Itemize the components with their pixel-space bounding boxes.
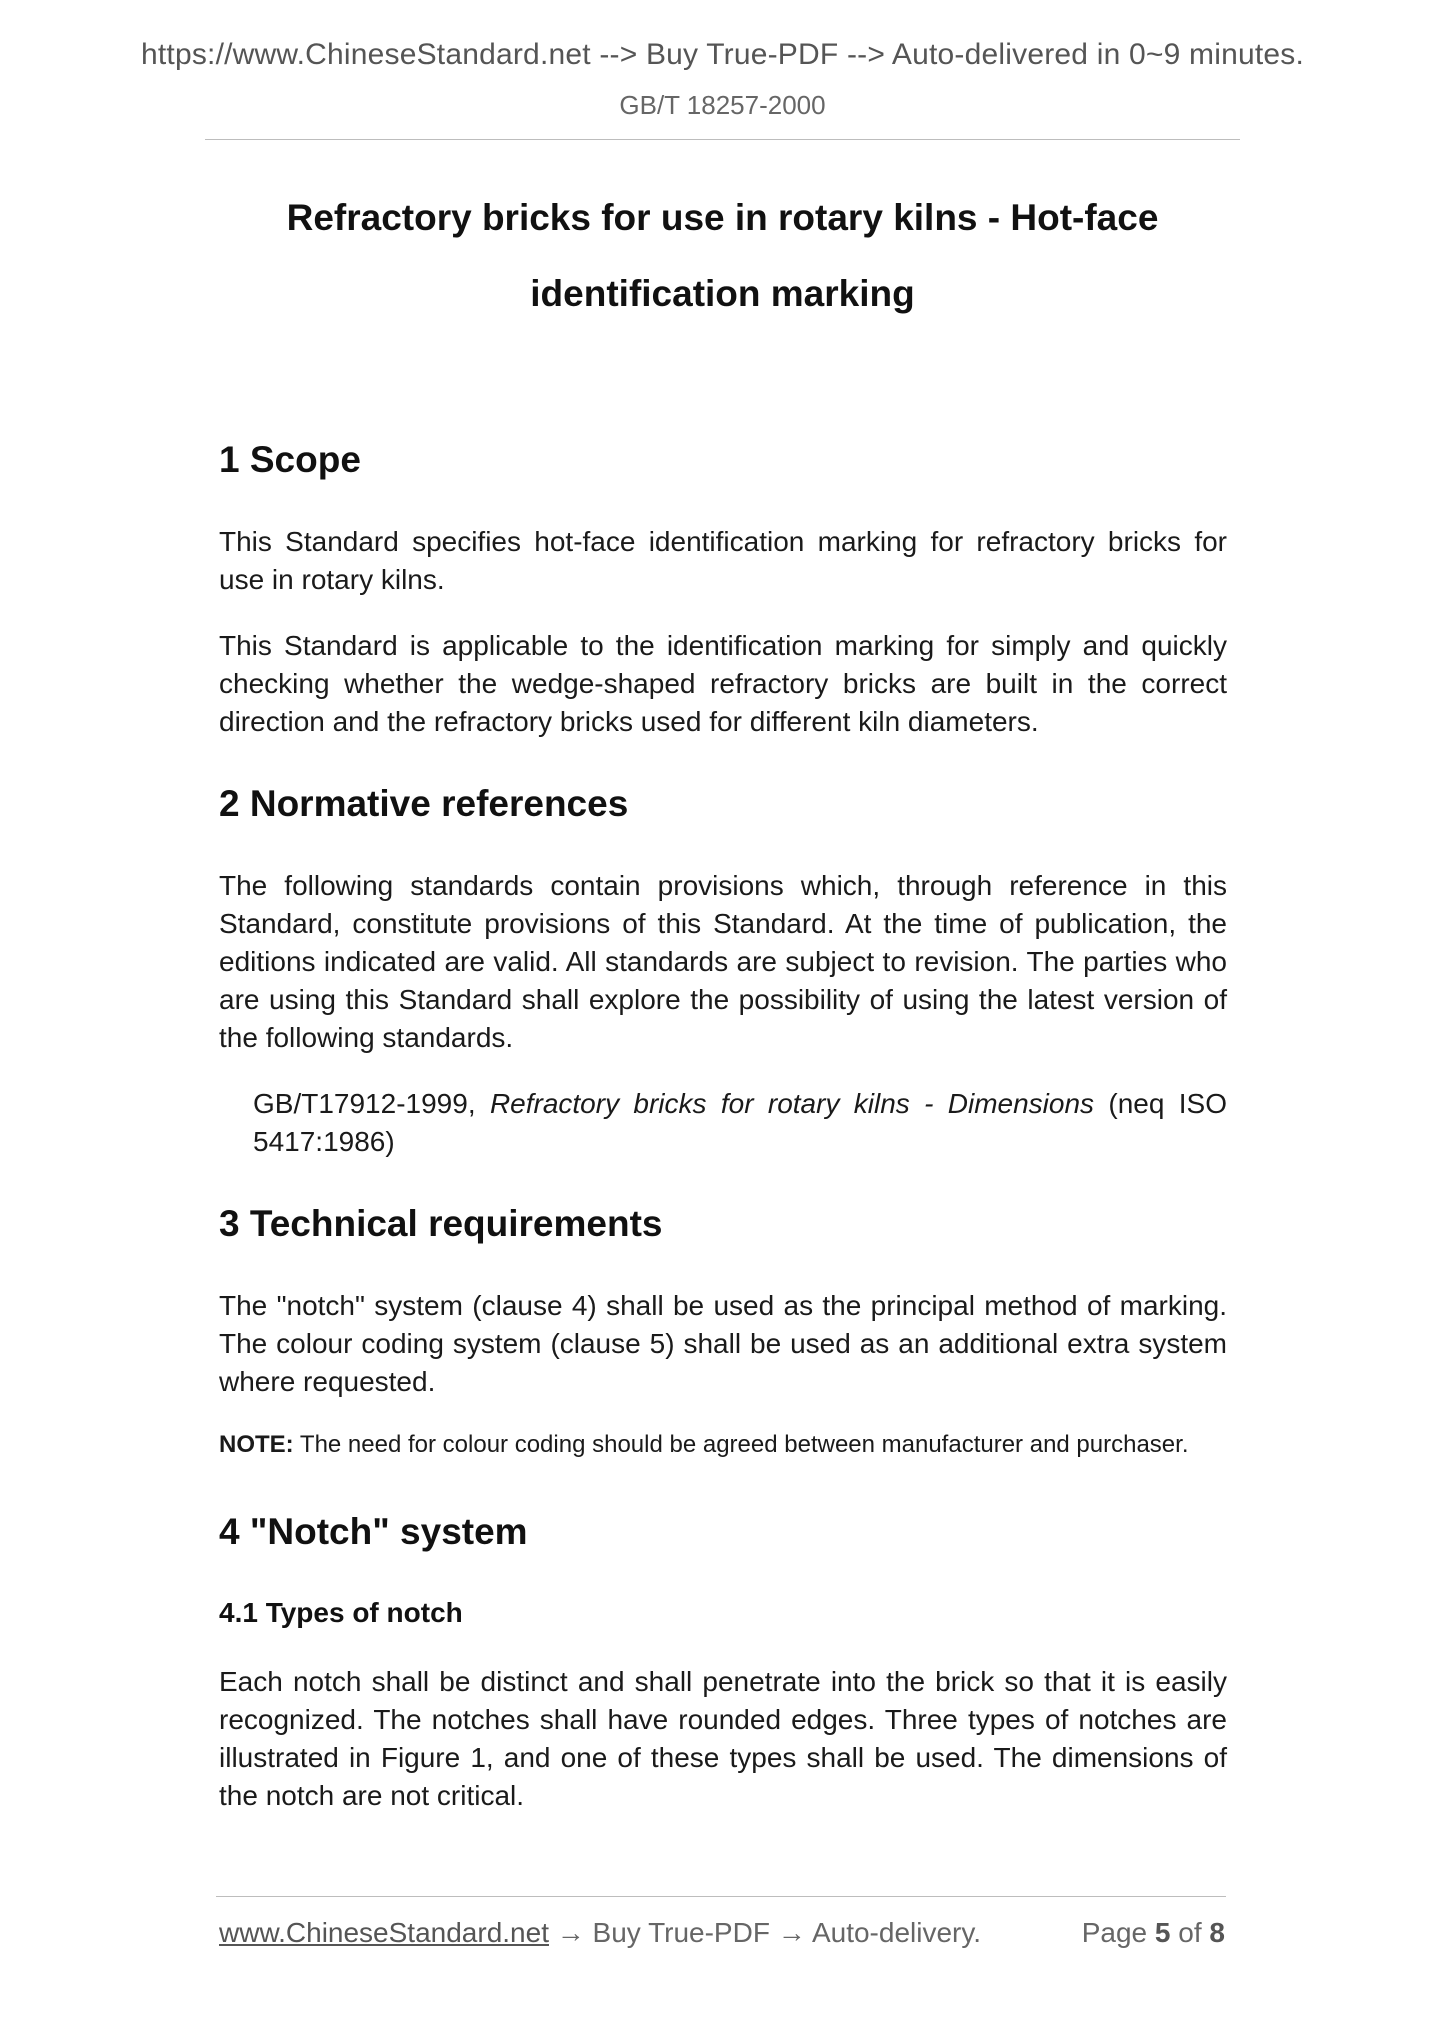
footer-site-link[interactable]: www.ChineseStandard.net xyxy=(219,1917,549,1948)
reference-code: GB/T17912-1999, xyxy=(253,1088,476,1119)
arrow-right-icon: → xyxy=(556,1917,585,1948)
footer-delivery-text: Auto-delivery. xyxy=(811,1917,982,1948)
section-1-paragraph-2: This Standard is applicable to the identification marking for simply and quickly checking whether the wedge-shaped refractory bricks are built in the correct direction and the refractory bricks used for different kiln diameters. xyxy=(219,630,1227,737)
section-1-heading: 1 Scope xyxy=(219,439,361,480)
section-4-1-heading: 4.1 Types of notch xyxy=(219,1597,463,1628)
document-title xyxy=(205,180,1240,332)
title-line-2: identification marking xyxy=(530,273,915,314)
header-divider xyxy=(205,139,1240,140)
footer-promo xyxy=(219,1917,981,1949)
document-body xyxy=(219,437,1227,1815)
section-4-heading: 4 "Notch" system xyxy=(219,1511,528,1552)
page-of: of xyxy=(1178,1917,1202,1948)
title-line-1: Refractory bricks for use in rotary kilns - Hot-face xyxy=(286,197,1159,238)
footer-buy-text: Buy True-PDF xyxy=(592,1917,770,1948)
note-label: NOTE: xyxy=(219,1431,294,1458)
section-1-paragraph-1: This Standard specifies hot-face identification marking for refractory bricks for use in rotary kilns. xyxy=(219,526,1227,595)
arrow-right-icon: → xyxy=(777,1917,806,1948)
page-label: Page xyxy=(1081,1917,1148,1948)
section-2-paragraph-1: The following standards contain provisions which, through reference in this Standard, constitute provisions of this Standard. At the time of publication, the editions indicated are valid. All standards are subject to revision. The parties who are using this Standard shall explore the possibility of using the latest version of the following standards. xyxy=(219,870,1227,1053)
page-number xyxy=(1082,1917,1225,1949)
note-text: The need for colour coding should be agreed between manufacturer and purchaser. xyxy=(299,1431,1189,1458)
reference-equivalence: (neq ISO 5417:1986) xyxy=(253,1088,1228,1157)
source-banner[interactable]: https://www.ChineseStandard.net --> Buy True-PDF --> Auto-delivered in 0~9 minutes. xyxy=(141,38,1304,71)
section-3-note xyxy=(219,1429,1227,1461)
section-3-paragraph-1: The "notch" system (clause 4) shall be used as the principal method of marking. The colour coding system (clause 5) shall be used as an additional extra system where requested. xyxy=(219,1290,1227,1397)
reference-title: Refractory bricks for rotary kilns - Dimensions xyxy=(489,1088,1095,1119)
footer-divider xyxy=(216,1896,1226,1897)
section-2-heading: 2 Normative references xyxy=(219,783,629,824)
document-code: GB/T 18257-2000 xyxy=(619,90,826,120)
normative-reference-item xyxy=(219,1085,1227,1161)
section-3-heading: 3 Technical requirements xyxy=(219,1203,663,1244)
page-total: 8 xyxy=(1209,1917,1225,1948)
section-4-1-paragraph-1: Each notch shall be distinct and shall penetrate into the brick so that it is easily recognized. The notches shall have rounded edges. Three types of notches are illustrated in Figure 1, and one of these types shall be used. The dimensions of the notch are not critical. xyxy=(219,1666,1227,1811)
page-current: 5 xyxy=(1154,1917,1171,1948)
